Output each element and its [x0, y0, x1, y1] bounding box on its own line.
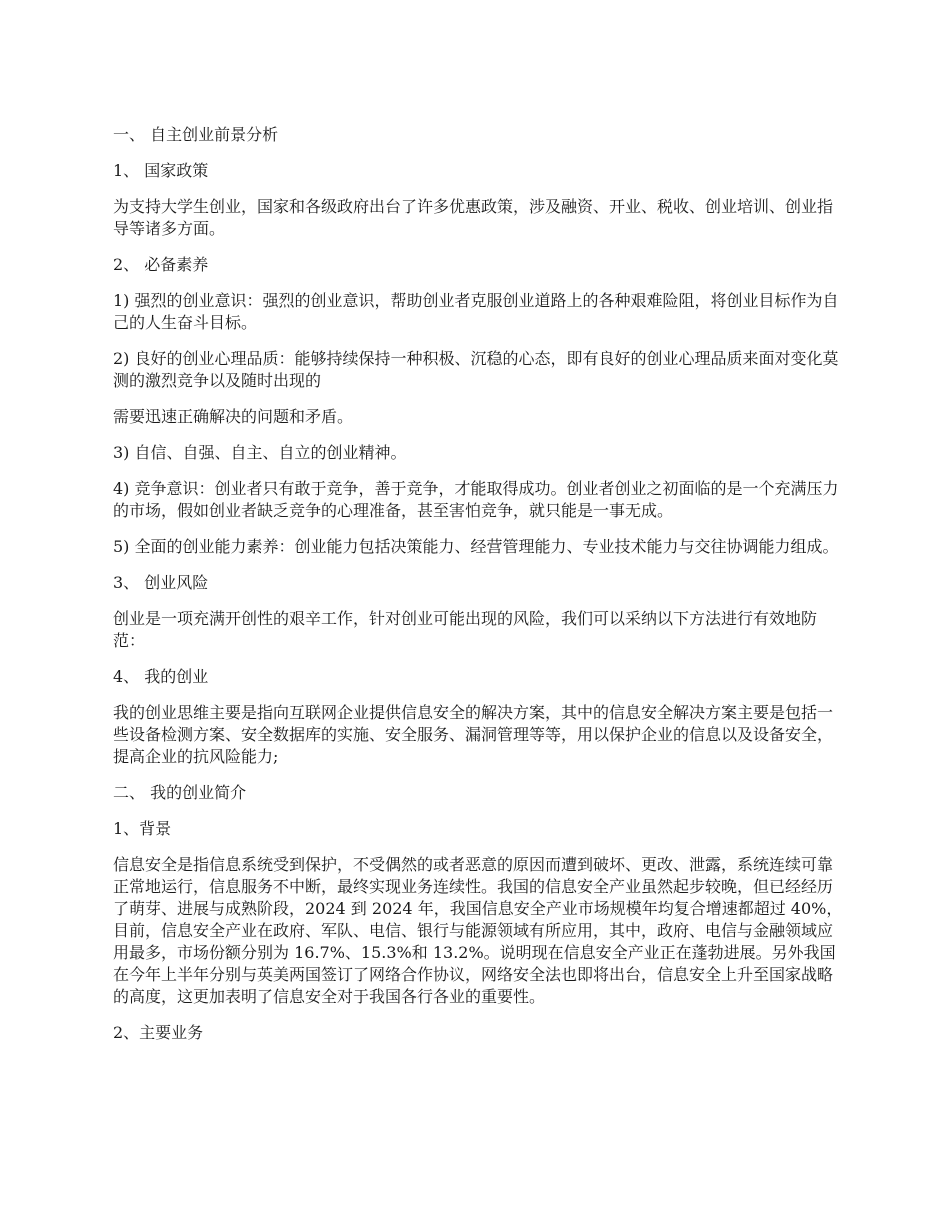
paragraph-quality-4: 4) 竞争意识：创业者只有敢于竞争，善于竞争，才能取得成功。创业者创业之初面临的是一个充满压力的市场，假如创业者缺乏竞争的心理准备，甚至害怕竞争，就只能是一事无成。: [113, 479, 839, 520]
paragraph-risk: 创业是一项充满开创性的艰辛工作，针对创业可能出现的风险，我们可以采纳以下方法进行有效地防范：: [113, 609, 818, 650]
paragraph-quality-2: 2) 良好的创业心理品质：能够持续保持一种积极、沉稳的心态，即有良好的创业心理品质来面对变化莫测的激烈竞争以及随时出现的: [113, 349, 839, 390]
subheading-background: 1、背景: [113, 819, 172, 838]
heading-section-2: 二、 我的创业简介: [113, 783, 247, 802]
subheading-national-policy: 1、 国家政策: [113, 161, 209, 180]
heading-section-1: 一、 自主创业前景分析: [113, 125, 279, 144]
paragraph-quality-5: 5) 全面的创业能力素养：创业能力包括决策能力、经营管理能力、专业技术能力与交往协调能力组成。: [113, 537, 839, 556]
paragraph-my-venture: 我的创业思维主要是指向互联网企业提供信息安全的解决方案，其中的信息安全解决方案主要是包括一些设备检测方案、安全数据库的实施、安全服务、漏洞管理等等，用以保护企业的信息以及设备安全，提高企业的抗风险能力;: [113, 703, 834, 766]
paragraph-quality-3: 3) 自信、自强、自主、自立的创业精神。: [113, 443, 407, 462]
paragraph-quality-1: 1) 强烈的创业意识：强烈的创业意识，帮助创业者克服创业道路上的各种艰难险阻，将创业目标作为自己的人生奋斗目标。: [113, 291, 839, 332]
subheading-required-qualities: 2、 必备素养: [113, 255, 209, 274]
document-page: [113, 124, 843, 1058]
paragraph-quality-2-cont: 需要迅速正确解决的问题和矛盾。: [113, 407, 354, 426]
paragraph-background: 信息安全是指信息系统受到保护，不受偶然的或者恶意的原因而遭到破坏、更改、泄露，系统连续可靠正常地运行，信息服务不中断，最终实现业务连续性。我国的信息安全产业虽然起步较晚，但已经经历了萌芽、进展与成熟阶段，2024 到 2024 年，我国信息安全产业市场规模年均复合增速都超过 40%，目前，信息安全产业在政府、军队、电信、银行与能源领域有所应用，其中，政府、电信与金融领域应用最多，市场份额分别为 16.7%、15.3%和 13.2%。说明现在信息安全产业正在蓬勃进展。另外我国在今年上半年分别与英美两国签订了网络合作协议，网络安全法也即将出台，信息安全上升至国家战略的高度，这更加表明了信息安全对于我国各行各业的重要性。: [113, 855, 843, 1006]
subheading-my-venture: 4、 我的创业: [113, 667, 209, 686]
paragraph-policy: 为支持大学生创业，国家和各级政府出台了许多优惠政策，涉及融资、开业、税收、创业培训、创业指导等诸多方面。: [113, 197, 834, 238]
subheading-main-business: 2、主要业务: [113, 1023, 204, 1042]
subheading-risk: 3、 创业风险: [113, 573, 209, 592]
